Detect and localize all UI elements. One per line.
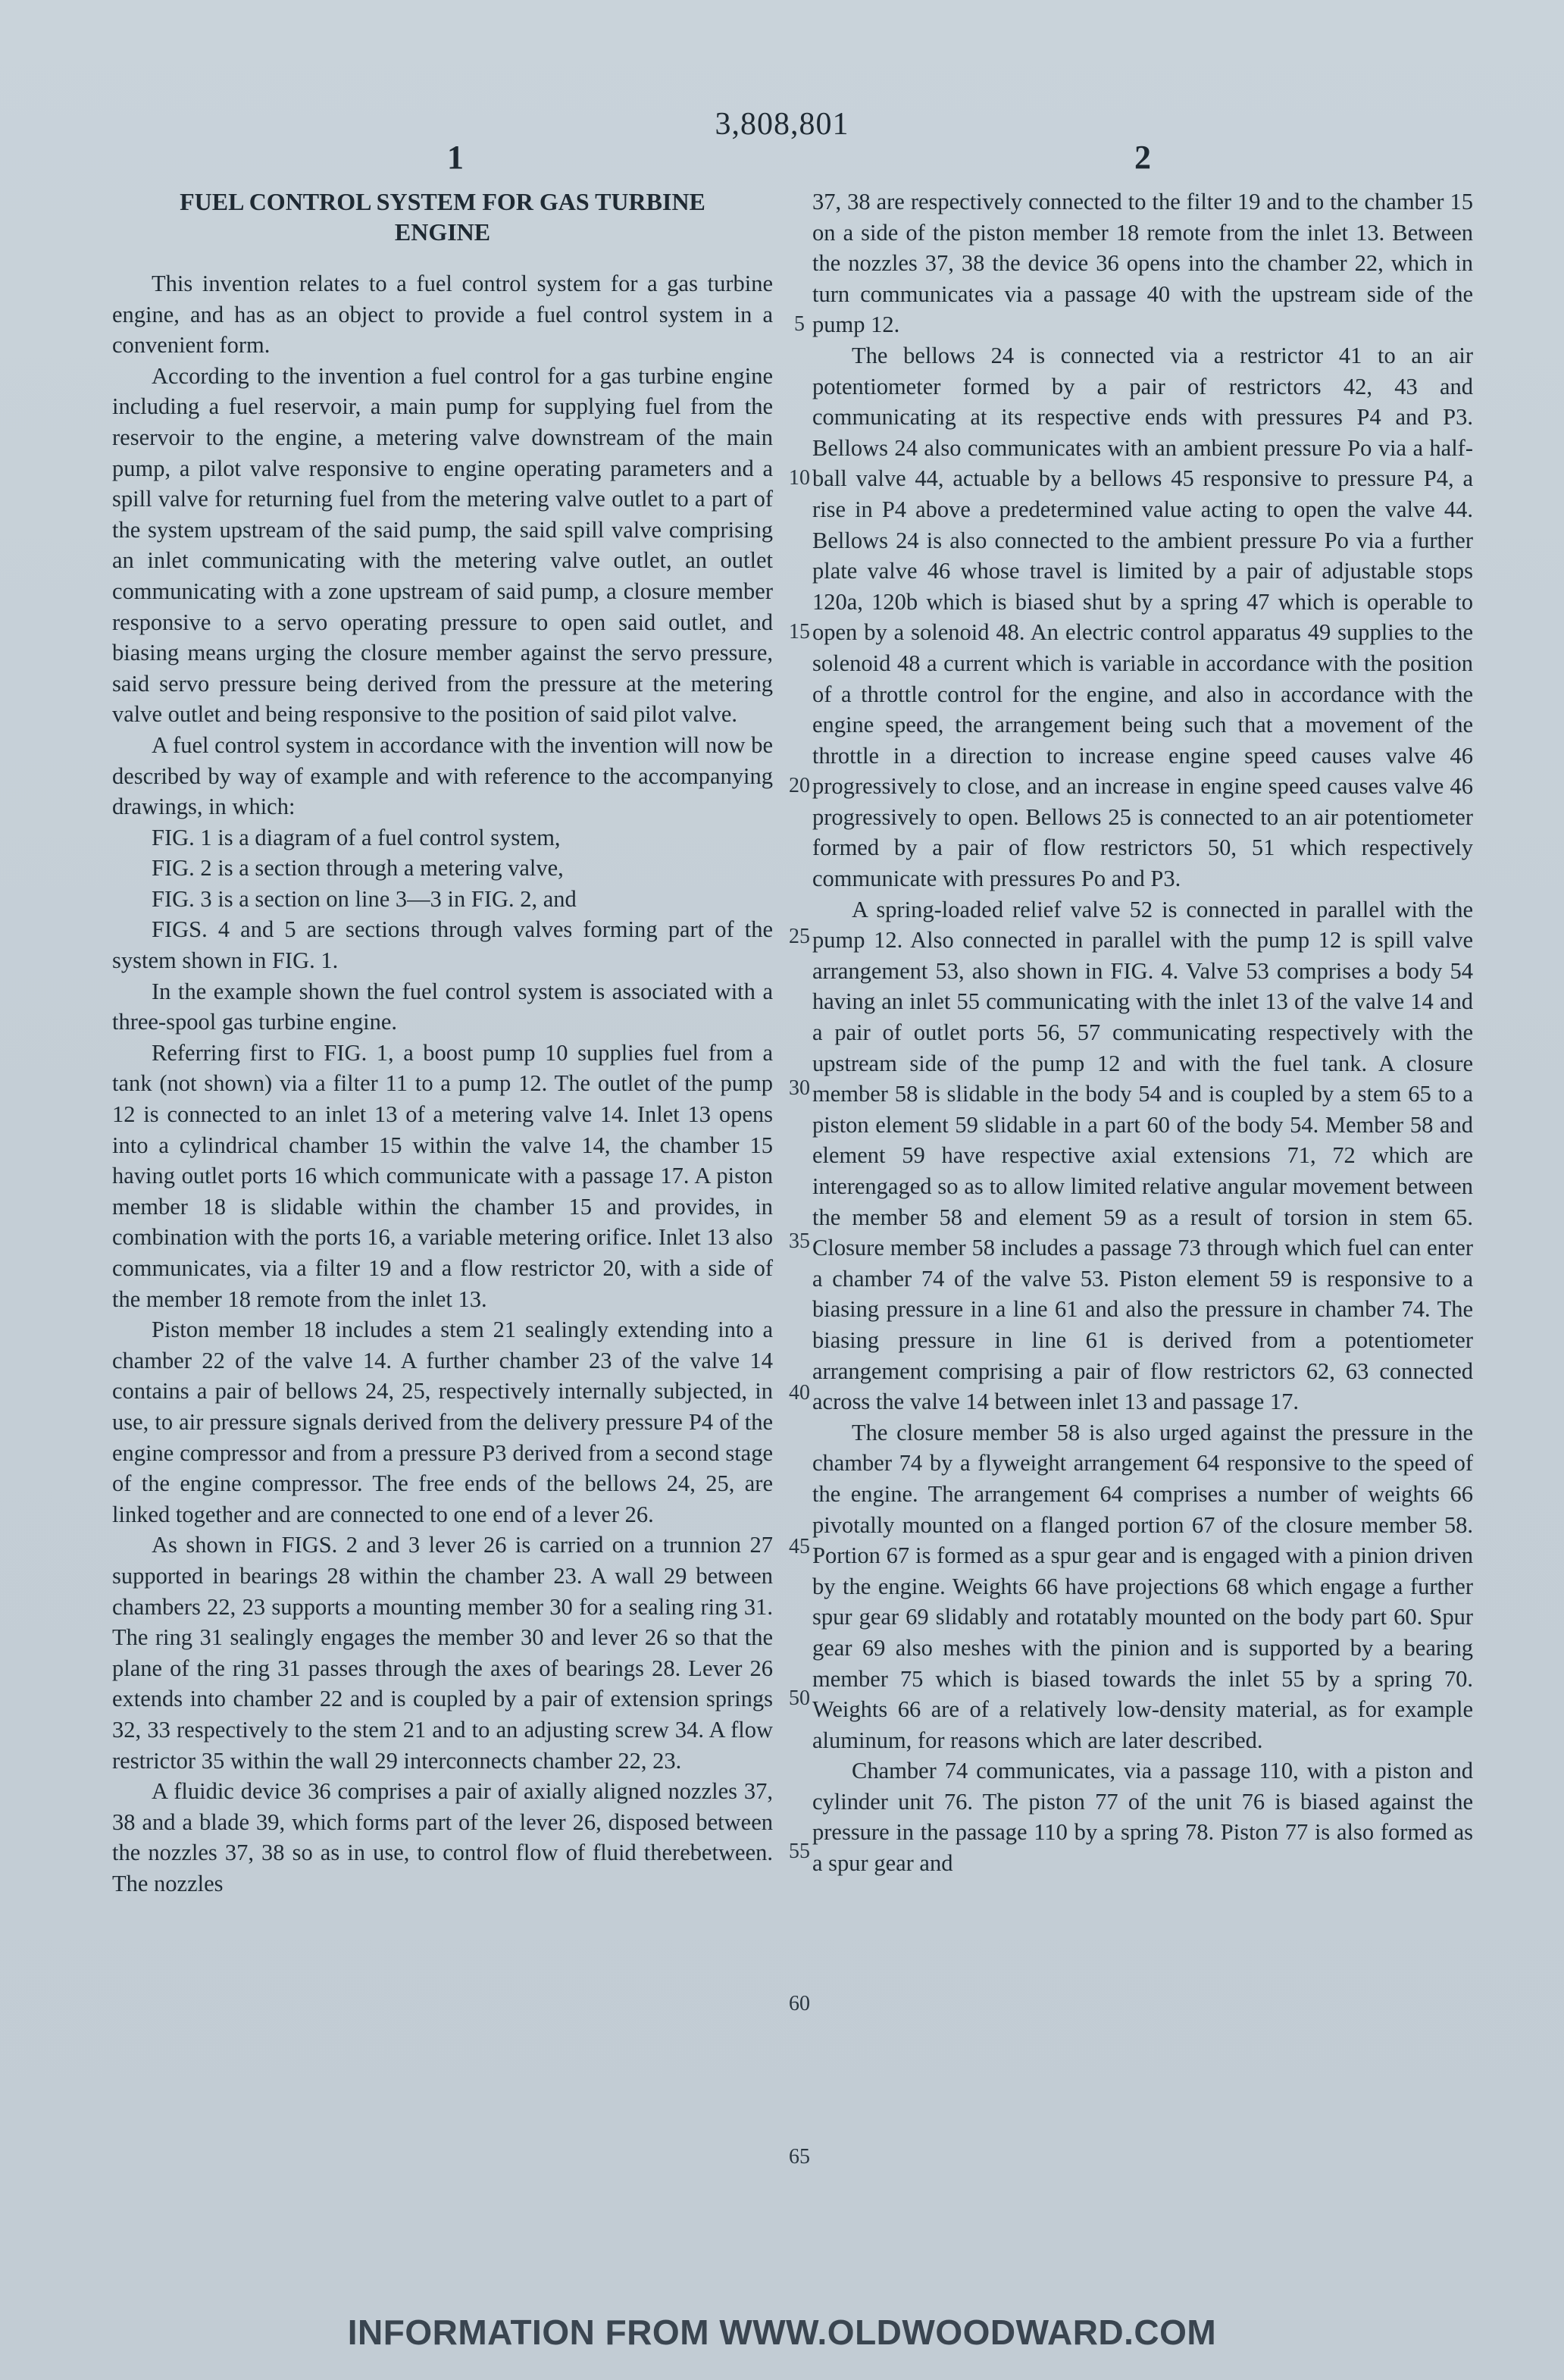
line-number: 35 bbox=[789, 1229, 810, 1253]
line-number: 60 bbox=[789, 1992, 810, 2015]
line-number: 40 bbox=[789, 1381, 810, 1405]
paragraph: As shown in FIGS. 2 and 3 lever 26 is carried on a trunnion 27 supported in bearings 28 within the chamber 23. A wall 29 between chambers 22, 23 supports a mounting member 30 for a sealing ring 31. The ring 31 sealingly engages the member 30 and lever 26 so that the plane of the ring 31 passes through the axes of bearings 28. Lever 26 extends into chamber 22 and is coupled by a pair of extension springs 32, 33 respectively to the stem 21 and to an adjusting screw 34. A flow restrictor 35 within the wall 29 interconnects chamber 22, 23. bbox=[112, 1532, 773, 1774]
line-number: 50 bbox=[789, 1686, 810, 1710]
line-number: 45 bbox=[789, 1535, 810, 1558]
paragraph: Piston member 18 includes a stem 21 sealingly extending into a chamber 22 of the valve 14. A further chamber 23 of the valve 14 contains a pair of bellows 24, 25, respectively internally subjected, in use, to air pressure signals derived from the delivery pressure P4 of the engine compressor and from a pressure P3 derived from a second stage of the engine compressor. The free ends of the bellows 24, 25, are linked together and are connected to one end of a lever 26. bbox=[112, 1317, 773, 1527]
document-title: FUEL CONTROL SYSTEM FOR GAS TURBINE ENGINE bbox=[180, 188, 705, 246]
patent-number: 3,808,801 bbox=[715, 107, 849, 142]
line-number: 20 bbox=[789, 774, 810, 797]
line-number: 15 bbox=[789, 620, 810, 644]
column-number-right: 2 bbox=[1134, 139, 1151, 176]
paragraph: The closure member 58 is also urged against the pressure in the chamber 74 by a flyweight arrangement 64 responsive to the speed of the engine. The arrangement 64 comprises a number of weights 66 pivotally mounted on a flanged portion 67 of the closure member 58. Portion 67 is formed as a spur gear and is engaged with a pinion driven by the engine. Weights 66 have projections 68 which engage a further spur gear 69 slidably and rotatably mounted on the body part 60. Spur gear 69 also meshes with the pinion and is supported by a bearing member 75 which is biased towards the inlet 55 by a spring 70. Weights 66 are of a relatively low-density material, as for example aluminum, for reasons which are later described. bbox=[812, 1419, 1473, 1753]
source-footer: INFORMATION FROM WWW.OLDWOODWARD.COM bbox=[347, 2313, 1217, 2352]
figure-description: FIG. 3 is a section on line 3—3 in FIG. 2, and bbox=[152, 885, 577, 912]
text-column-right bbox=[812, 186, 1473, 1879]
line-number: 30 bbox=[789, 1076, 810, 1100]
paragraph: According to the invention a fuel control for a gas turbine engine including a fuel reservoir, a main pump for supplying fuel from the reservoir to the engine, a metering valve downstream of the main pump, a pilot valve responsive to engine operating parameters and a spill valve for returning fuel from the metering valve outlet to a part of the system upstream of the said pump, the said spill valve comprising an inlet communicating with the metering valve outlet, an outlet communicating with a zone upstream of said pump, a closure member responsive to a servo operating pressure to open said outlet, and biasing means urging the closure member against the servo pressure, said servo pressure being derived from the pressure at the metering valve outlet and being responsive to the position of said pilot valve. bbox=[112, 362, 773, 728]
figure-description: FIGS. 4 and 5 are sections through valves forming part of the system shown in FIG. 1. bbox=[112, 916, 773, 974]
line-number: 10 bbox=[789, 466, 810, 490]
paragraph: 37, 38 are respectively connected to the filter 19 and to the chamber 15 on a side of the piston member 18 remote from the inlet 13. Between the nozzles 37, 38 the device 36 opens into the chamber 22, which in turn communicates via a passage 40 with the upstream side of the pump 12. bbox=[812, 189, 1473, 338]
paragraph: In the example shown the fuel control system is associated with a three-spool gas turbine engine. bbox=[112, 978, 773, 1035]
line-number: 25 bbox=[789, 925, 810, 948]
paragraph: Chamber 74 communicates, via a passage 110, with a piston and cylinder unit 76. The piston 77 of the unit 76 is biased against the pressure in the passage 110 by a spring 78. Piston 77 is also formed as a spur gear and bbox=[812, 1758, 1473, 1877]
paragraph: A fuel control system in accordance with the invention will now be described by way of example and with reference to the accompanying drawings, in which: bbox=[112, 731, 773, 820]
paragraph: The bellows 24 is connected via a restrictor 41 to an air potentiometer formed by a pair of restrictors 42, 43 and communicating at its respective ends with pressures P4 and P3. Bellows 24 also communicates with an ambient pressure Po via a half-ball valve 44, actuable by a bellows 45 responsive to pressure P4, a rise in P4 above a predetermined value acting to open the valve 44. Bellows 24 is also connected to the ambient pressure Po via a further plate valve 46 whose travel is limited by a pair of adjustable stops 120a, 120b which is biased shut by a spring 47 which is operable to open by a solenoid 48. An electric control apparatus 49 supplies to the solenoid 48 a current which is variable in accordance with the position of a throttle control for the engine, and also in accordance with the engine speed, the arrangement being such that a movement of the throttle in a direction to increase engine speed causes valve 46 progressively to close, and an increase in engine speed causes valve 46 progressively to open. Bellows 25 is connected to an air potentiometer formed by a pair of flow restrictors 50, 51 which respectively communicate with pressures Po and P3. bbox=[812, 342, 1473, 892]
line-number: 5 bbox=[794, 312, 805, 336]
paragraph: A fluidic device 36 comprises a pair of axially aligned nozzles 37, 38 and a blade 39, which forms part of the lever 26, disposed between the nozzles 37, 38 so as in use, to control flow of fluid therebetween. The nozzles bbox=[112, 1778, 773, 1896]
figure-description: FIG. 1 is a diagram of a fuel control system, bbox=[152, 824, 561, 850]
line-number: 65 bbox=[789, 2145, 810, 2169]
column-number-left: 1 bbox=[447, 139, 464, 176]
figure-description: FIG. 2 is a section through a metering valve, bbox=[152, 855, 564, 882]
text-column-left bbox=[112, 186, 773, 1899]
line-number: 55 bbox=[789, 1840, 810, 1863]
paragraph: A spring-loaded relief valve 52 is connected in parallel with the pump 12. Also connected in parallel with the pump 12 is spill valve arrangement 53, also shown in FIG. 4. Valve 53 comprises a body 54 having an inlet 55 communicating with the inlet 13 of the valve 14 and a pair of outlet ports 56, 57 communicating respectively with the upstream side of the pump 12 and with the fuel tank. A closure member 58 is slidable in the body 54 and is coupled by a stem 65 to a piston element 59 slidable in a part 60 of the body 54. Member 58 and element 59 have respective axial extensions 71, 72 which are interengaged so as to allow limited relative angular movement between the member 58 and element 59 as a result of torsion in stem 65. Closure member 58 includes a passage 73 through which fuel can enter a chamber 74 of the valve 53. Piston element 59 is responsive to a biasing pressure in a line 61 and also the pressure in chamber 74. The biasing pressure in line 61 is derived from a potentiometer arrangement comprising a pair of flow restrictors 62, 63 connected across the valve 14 between inlet 13 and passage 17. bbox=[812, 896, 1473, 1415]
paragraph: This invention relates to a fuel control system for a gas turbine engine, and has as an object to provide a fuel control system in a convenient form. bbox=[112, 271, 773, 359]
paragraph: Referring first to FIG. 1, a boost pump 10 supplies fuel from a tank (not shown) via a filter 11 to a pump 12. The outlet of the pump 12 is connected to an inlet 13 of a metering valve 14. Inlet 13 opens into a cylindrical chamber 15 within the valve 14, the chamber 15 having outlet ports 16 which communicate with a passage 17. A piston member 18 is slidable within the chamber 15 and provides, in combination with the ports 16, a variable metering orifice. Inlet 13 also communicates, via a filter 19 and a flow restrictor 20, with a side of the member 18 remote from the inlet 13. bbox=[112, 1039, 773, 1312]
